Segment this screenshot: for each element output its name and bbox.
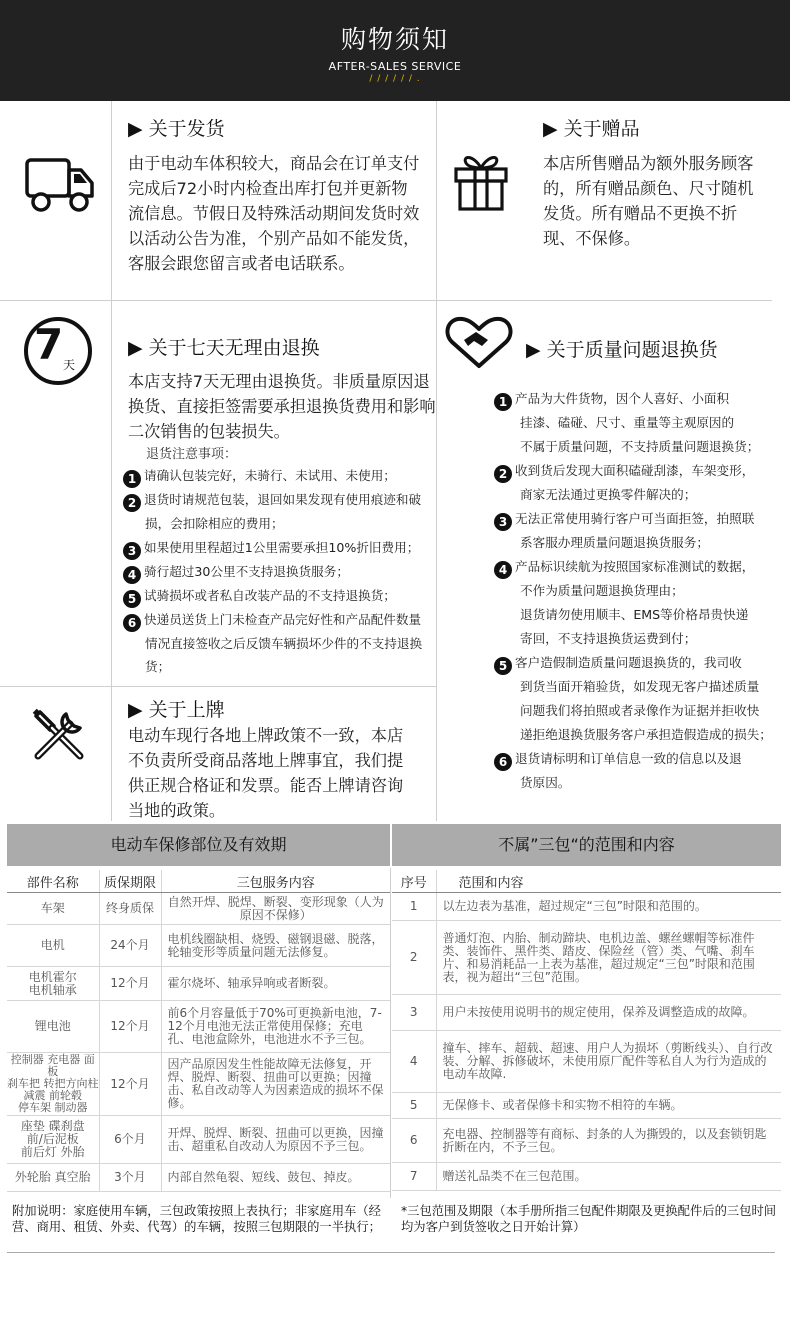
header-decoration: / / / / / / . bbox=[369, 74, 421, 84]
number-badge: 2 bbox=[123, 494, 141, 512]
gifts-text: 本店所售赠品为额外服务顾客的，所有赠品颜色、尺寸随机发货。所有赠品不更换不折现、不保修。 bbox=[543, 154, 754, 248]
row-content: 充电器、控制器等有商标、封条的人为撕毁的，以及套锁钥匙折断在内，不予三包。 bbox=[436, 1119, 781, 1163]
list-item bbox=[123, 464, 433, 488]
table-row bbox=[392, 995, 781, 1031]
warranty-period: 12个月 bbox=[99, 1053, 161, 1116]
table-row bbox=[7, 1053, 390, 1116]
gifts-title: ▶ 关于赠品 bbox=[543, 118, 640, 140]
table-row bbox=[392, 921, 781, 995]
list-item bbox=[123, 536, 433, 560]
list-item-text: 如果使用里程超过1公里需要承担10%折旧费用； bbox=[144, 539, 420, 555]
truck-icon bbox=[24, 157, 96, 215]
service-content: 开焊、脱焊、断裂、扭曲可以更换，因撞击、超重私自改动人为原因不予三包。 bbox=[161, 1116, 390, 1164]
plates-text: 电动车现行各地上牌政策不一致，本店不负责所受商品落地上牌事宜，我们提供正规合格证和发票。能否上牌请咨询当地的政策。 bbox=[128, 726, 404, 820]
number-badge: 6 bbox=[123, 614, 141, 632]
table-row bbox=[7, 1116, 390, 1164]
page-title: 购物须知 bbox=[340, 25, 449, 54]
quality-list bbox=[494, 387, 786, 795]
list-item-text: 挂漆、磕碰、尺寸、重量等主观原因的 bbox=[520, 415, 735, 430]
number-badge: 4 bbox=[123, 566, 141, 584]
list-item-text: 退货请勿使用顺丰、EMS等价格昂贵快递 bbox=[520, 607, 749, 622]
warranty-footnote: 附加说明：家庭使用车辆，三包政策按照上表执行；非家庭用车（经营、商用、租赁、外卖、代驾）的车辆，按照三包期限的一半执行； bbox=[12, 1204, 381, 1234]
number-badge: 3 bbox=[494, 513, 512, 531]
table-row bbox=[7, 893, 390, 925]
list-item bbox=[123, 488, 433, 536]
row-content: 赠送礼品类不在三包范围。 bbox=[436, 1163, 781, 1191]
warranty-table bbox=[7, 870, 390, 1192]
exclusion-table bbox=[392, 870, 781, 1191]
warranty-period: 终身质保 bbox=[99, 893, 161, 925]
list-item-text: 快递员送货上门未检查产品完好性和产品配件数量情况直接签收之后反馈车辆损坏少件的不支持退换货； bbox=[144, 611, 423, 674]
row-number: 6 bbox=[392, 1119, 436, 1163]
table-header-row bbox=[392, 870, 781, 893]
table-row bbox=[7, 925, 390, 967]
page-header bbox=[0, 0, 790, 101]
number-badge: 1 bbox=[123, 470, 141, 488]
service-content: 内部自然龟裂、短线、鼓包、掉皮。 bbox=[161, 1164, 390, 1192]
row-content: 普通灯泡、内胎、制动蹄块、电机边盖、螺丝螺帽等标准件类、装饰件、黑件类、踏皮、保险丝（管）类、气嘴、刹车片、和易消耗品一上表为基准，超过规定“三包”时限和范围表，视为超出“三包”范围。 bbox=[436, 921, 781, 995]
plates-title: ▶ 关于上牌 bbox=[128, 699, 225, 721]
list-item-text: 系客服办理质量问题退换货服务； bbox=[520, 535, 709, 550]
list-item-text: 产品为大件货物，因个人喜好、小面积 bbox=[515, 391, 730, 406]
part-name: 电机 bbox=[7, 925, 99, 967]
number-badge: 2 bbox=[494, 465, 512, 483]
returns7-text: 本店支持7天无理由退换货。非质量原因退换货、直接拒签需要承担退换货费用和影响二次销售的包装损失。 bbox=[128, 372, 436, 441]
divider bbox=[111, 101, 112, 821]
list-item bbox=[494, 387, 786, 459]
list-item-text: 请确认包装完好，未骑行、未试用、未使用； bbox=[144, 468, 396, 483]
list-item bbox=[494, 459, 786, 507]
returns7-notice-list bbox=[123, 464, 433, 679]
exclusion-table-title: 不属”三包“的范围和内容 bbox=[392, 824, 781, 866]
list-item-text: 退货请标明和订单信息一致的信息以及退 bbox=[515, 751, 742, 766]
part-name: 电机霍尔 电机轴承 bbox=[7, 967, 99, 1001]
column-header: 质保期限 bbox=[99, 870, 161, 893]
seven-day-icon bbox=[22, 315, 94, 387]
list-item-text: 货原因。 bbox=[520, 775, 571, 790]
divider bbox=[0, 686, 436, 687]
table-row bbox=[392, 893, 781, 921]
table-row bbox=[392, 1031, 781, 1093]
seven-day-icon-number: 7 bbox=[34, 320, 64, 369]
seven-day-icon-label: 天 bbox=[63, 358, 76, 372]
list-item bbox=[494, 747, 786, 795]
warranty-period: 24个月 bbox=[99, 925, 161, 967]
part-name: 座垫 碟刹盘 前/后泥板 前后灯 外胎 bbox=[7, 1116, 99, 1164]
list-item-text: 寄回，不支持退换货运费到付； bbox=[520, 631, 697, 646]
shipping-title: ▶ 关于发货 bbox=[128, 118, 225, 140]
list-item-text: 收到货后发现大面积磕碰刮漆，车架变形， bbox=[515, 463, 755, 478]
warranty-period: 6个月 bbox=[99, 1116, 161, 1164]
divider bbox=[7, 1252, 775, 1253]
list-item-text: 试骑损坏或者私自改装产品的不支持退换货； bbox=[144, 587, 396, 603]
quality-title: ▶ 关于质量问题退换货 bbox=[526, 339, 718, 361]
service-content: 电机线圈缺相、烧毁、磁钢退磁、脱落，轮轴变形等质量问题无法修复。 bbox=[161, 925, 390, 967]
list-item-text: 无法正常使用骑行客户可当面拒签，拍照联 bbox=[515, 511, 755, 526]
list-item-text: 骑行超过30公里不支持退换货服务； bbox=[144, 563, 349, 579]
warranty-table-title: 电动车保修部位及有效期 bbox=[7, 824, 390, 866]
row-content: 用户未按使用说明书的规定使用，保养及调整造成的故障。 bbox=[436, 995, 781, 1031]
gift-icon bbox=[452, 151, 510, 213]
list-item bbox=[494, 507, 786, 555]
part-name: 车架 bbox=[7, 893, 99, 925]
exclusion-footnote: *三包范围及期限（本手册所指三包配件期限及更换配件后的三包时间均为客户到货签收之日开始计算） bbox=[401, 1204, 777, 1234]
divider bbox=[0, 300, 772, 301]
column-header: 部件名称 bbox=[7, 870, 99, 893]
list-item bbox=[123, 608, 433, 679]
page-subtitle: AFTER-SALES SERVICE bbox=[328, 60, 462, 73]
row-number: 4 bbox=[392, 1031, 436, 1093]
warranty-period: 12个月 bbox=[99, 1001, 161, 1053]
table-row bbox=[392, 1163, 781, 1191]
table-row bbox=[392, 1119, 781, 1163]
list-item-text: 客户造假制造质量问题退换货的，我司收 bbox=[515, 655, 742, 670]
service-content: 霍尔烧坏、轴承异响或者断裂。 bbox=[161, 967, 390, 1001]
row-content: 无保修卡、或者保修卡和实物不相符的车辆。 bbox=[436, 1093, 781, 1119]
list-item bbox=[494, 555, 786, 651]
table-row bbox=[7, 1164, 390, 1192]
table-header-row bbox=[7, 870, 390, 893]
row-number: 5 bbox=[392, 1093, 436, 1119]
list-item bbox=[494, 651, 786, 747]
returns7-title: ▶ 关于七天无理由退换 bbox=[128, 337, 320, 359]
warranty-period: 12个月 bbox=[99, 967, 161, 1001]
tools-icon bbox=[30, 706, 88, 764]
list-item-text: 不属于质量问题，不支持质量问题退换货； bbox=[520, 439, 760, 454]
column-header: 范围和内容 bbox=[436, 870, 781, 893]
number-badge: 5 bbox=[123, 590, 141, 608]
table-row bbox=[7, 1001, 390, 1053]
column-header: 序号 bbox=[392, 870, 436, 893]
table-row bbox=[392, 1093, 781, 1119]
list-item-text: 产品标识续航为按照国家标准测试的数据， bbox=[515, 559, 755, 574]
part-name: 外轮胎 真空胎 bbox=[7, 1164, 99, 1192]
list-item-text: 商家无法通过更换零件解决的； bbox=[520, 487, 697, 502]
part-name: 锂电池 bbox=[7, 1001, 99, 1053]
table-row bbox=[7, 967, 390, 1001]
list-item-text: 到货当面开箱验货，如发现无客户描述质量 bbox=[520, 679, 760, 694]
row-number: 7 bbox=[392, 1163, 436, 1191]
row-content: 以左边表为基准，超过规定“三包”时限和范围的。 bbox=[436, 893, 781, 921]
divider bbox=[436, 101, 437, 821]
list-item-text: 退货时请规范包装，退回如果发现有使用痕迹和破损，会扣除相应的费用； bbox=[144, 492, 422, 531]
list-item-text: 不作为质量问题退换货理由； bbox=[520, 583, 684, 598]
number-badge: 4 bbox=[494, 561, 512, 579]
list-item-text: 递拒绝退换货服务客户承担造假造成的损失； bbox=[520, 727, 772, 742]
service-content: 自然开焊、脱焊、断裂、变形现象（人为原因不保修） bbox=[161, 893, 390, 925]
returns7-notice-title: 退货注意事项： bbox=[146, 447, 238, 462]
row-content: 撞车、摔车、超载、超速、用户人为损坏（剪断线头）、自行改装、分解、拆修破坏，未使用原厂配件等私自人为行为造成的电动车故障. bbox=[436, 1031, 781, 1093]
list-item bbox=[123, 560, 433, 584]
service-content: 因产品原因发生性能故障无法修复，开焊、脱焊、断裂、扭曲可以更换；因撞击、私自改动等人为因素造成的损坏不保修。 bbox=[161, 1053, 390, 1116]
number-badge: 5 bbox=[494, 657, 512, 675]
list-item-text: 问题我们将拍照或者录像作为证据并拒收快 bbox=[520, 703, 760, 718]
service-content: 前6个月容量低于70%可更换新电池，7-12个月电池无法正常使用保修；充电孔、电池盒除外，电池进水不予三包。 bbox=[161, 1001, 390, 1053]
divider bbox=[390, 824, 392, 868]
row-number: 2 bbox=[392, 921, 436, 995]
list-item bbox=[123, 584, 433, 608]
part-name: 控制器 充电器 面板 刹车把 转把方向柱 减震 前轮毂 停车架 制动器 bbox=[7, 1053, 99, 1114]
row-number: 3 bbox=[392, 995, 436, 1031]
warranty-period: 3个月 bbox=[99, 1164, 161, 1192]
row-number: 1 bbox=[392, 893, 436, 921]
number-badge: 3 bbox=[123, 542, 141, 560]
number-badge: 6 bbox=[494, 753, 512, 771]
number-badge: 1 bbox=[494, 393, 512, 411]
column-header: 三包服务内容 bbox=[161, 870, 390, 893]
divider bbox=[390, 868, 391, 1198]
handshake-icon bbox=[444, 316, 514, 370]
shipping-text: 由于电动车体积较大，商品会在订单支付完成后72小时内检查出库打包并更新物流信息。节假日及特殊活动期间发货时效以活动公告为准，个别产品如不能发货，客服会跟您留言或者电话联系。 bbox=[128, 154, 420, 273]
